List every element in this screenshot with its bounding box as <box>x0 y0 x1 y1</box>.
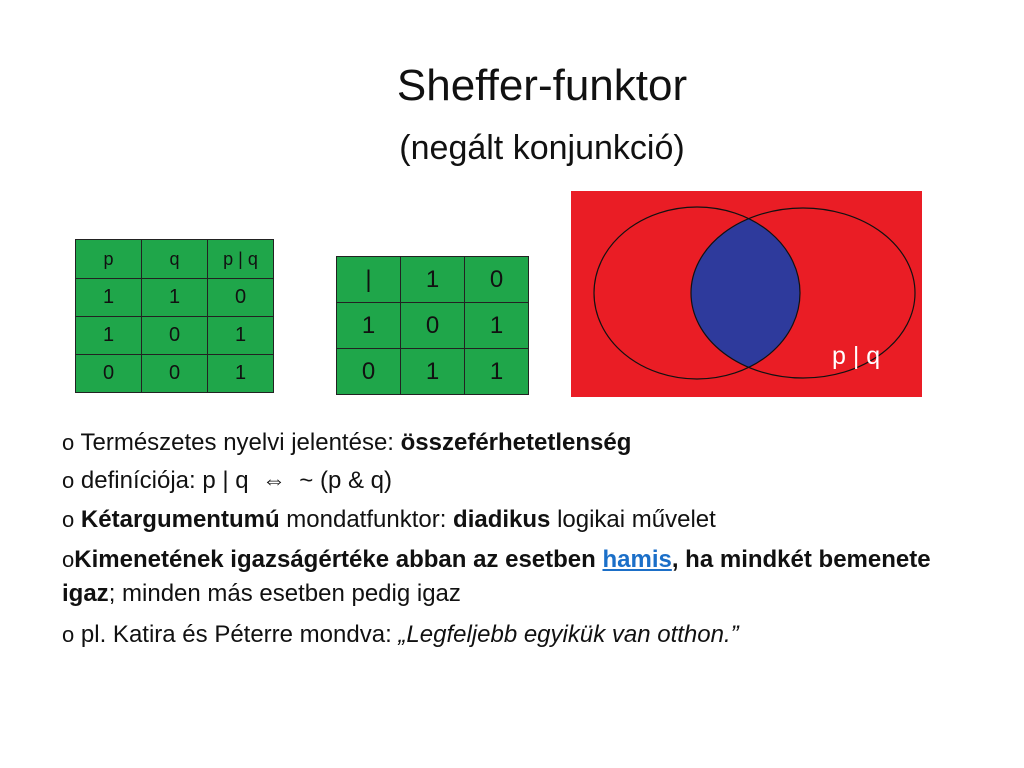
bullet-marker: o <box>62 506 75 532</box>
table-cell: 1 <box>208 317 274 355</box>
table-cell: 0 <box>208 279 274 317</box>
truth-table <box>75 239 274 393</box>
table-header-row <box>337 257 529 303</box>
table-header-cell: q <box>142 240 208 279</box>
table-row <box>337 303 529 349</box>
bullet-marker: o <box>62 468 75 494</box>
table-cell: 1 <box>337 303 401 349</box>
table-cell: 1 <box>465 349 529 395</box>
table-row <box>337 349 529 395</box>
bullet-item <box>62 616 962 654</box>
bullet-bold: diadikus <box>453 505 551 533</box>
bullet-marker: o <box>62 430 75 455</box>
bullet-bold: összeférhetetlenség <box>400 429 632 456</box>
bullet-list <box>62 424 962 655</box>
table-header-cell: p <box>76 240 142 279</box>
table-row <box>76 279 274 317</box>
operation-table <box>336 256 529 395</box>
bullet-italic: „Legfeljebb egyikük van otthon.” <box>398 621 739 649</box>
table-header-row <box>76 240 274 279</box>
table-cell: 1 <box>76 317 142 355</box>
table-cell: 1 <box>401 349 465 395</box>
table-cell: 1 <box>142 279 208 317</box>
bullet-marker: o <box>62 547 75 573</box>
table-cell: 0 <box>401 303 465 349</box>
bullet-item <box>62 424 962 462</box>
bullet-marker: o <box>62 622 75 648</box>
bullet-text: pl. Katira és Péterre mondva: <box>74 621 399 649</box>
venn-label: p | q <box>832 342 881 370</box>
bullet-bold: Kétargumentumú <box>80 505 280 533</box>
bullet-text: ; minden más esetben pedig igaz <box>108 579 461 607</box>
venn-diagram <box>571 191 922 397</box>
table-header-cell: 1 <box>401 257 465 303</box>
equivalence-symbol: ⇔ <box>261 467 286 495</box>
table-cell: 1 <box>76 279 142 317</box>
slide-subtitle: (negált konjunkció) <box>399 129 685 167</box>
bullet-text: logikai művelet <box>550 505 716 533</box>
bullet-text: mondatfunktor: <box>279 505 454 533</box>
table-row <box>76 355 274 393</box>
table-row <box>76 317 274 355</box>
table-header-cell: p | q <box>208 240 274 279</box>
table-header-cell: | <box>337 257 401 303</box>
table-cell: 0 <box>142 317 208 355</box>
table-cell: 1 <box>465 303 529 349</box>
table-cell: 0 <box>142 355 208 393</box>
bullet-text: definíciója: p | q <box>80 467 256 495</box>
bullet-item <box>62 462 962 500</box>
bullet-bold: , ha mindkét bemenete igaz <box>62 546 931 607</box>
bullet-item <box>62 543 962 610</box>
negation-symbol: ~ <box>299 467 314 495</box>
table-cell: 0 <box>337 349 401 395</box>
bullet-bold: Kimenetének igazságértéke abban az esetben <box>74 546 603 574</box>
hamis-link[interactable]: hamis <box>602 546 672 574</box>
bullet-item <box>62 501 962 539</box>
slide-title: Sheffer-funktor <box>396 61 688 110</box>
table-cell: 0 <box>76 355 142 393</box>
table-cell: 1 <box>208 355 274 393</box>
table-header-cell: 0 <box>465 257 529 303</box>
bullet-text: (p & q) <box>313 467 392 495</box>
bullet-text: Természetes nyelvi jelentése: <box>80 429 401 456</box>
